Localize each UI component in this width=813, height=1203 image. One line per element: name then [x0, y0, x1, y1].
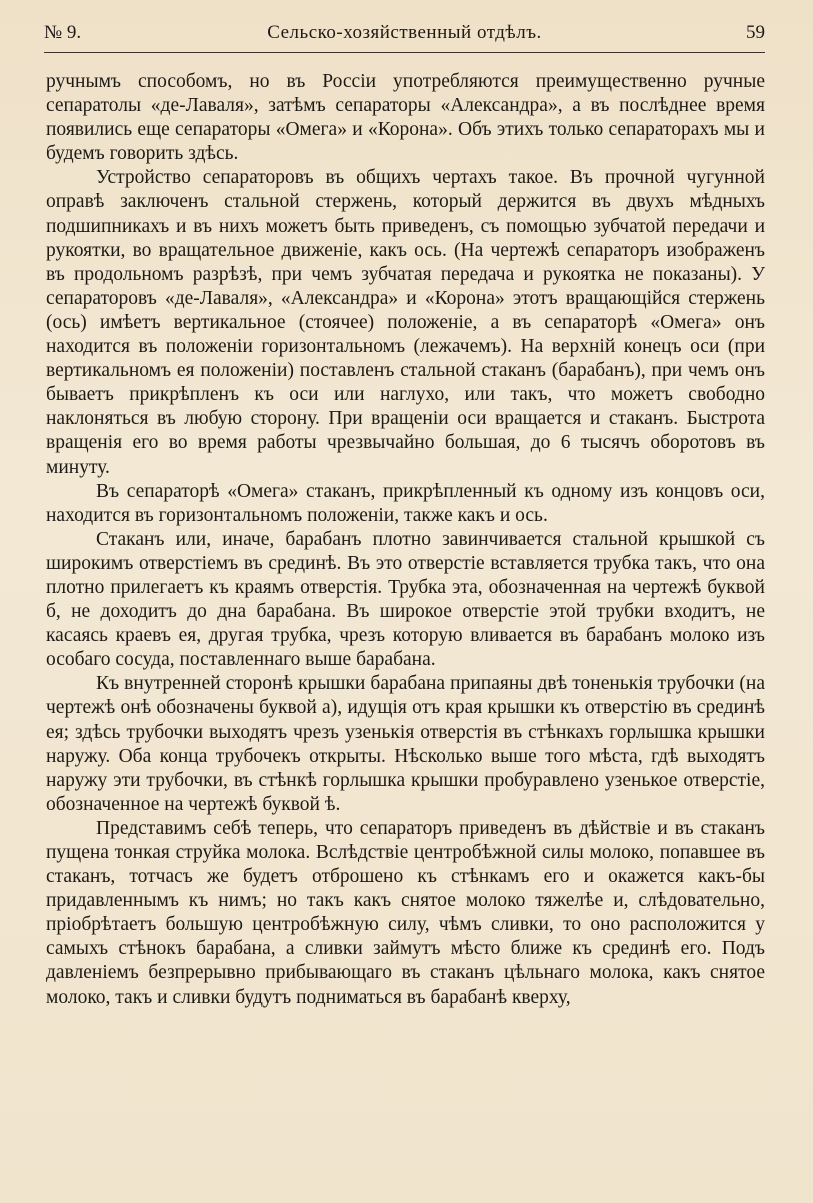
header-rule — [44, 52, 765, 53]
paragraph: Стаканъ или, иначе, барабанъ плотно завинчивается стальной крышкой съ широкимъ отверстіемъ въ срединѣ. Въ это отверстіе вставляется трубка такъ, что она плотно прилегаетъ къ краямъ отверстія. Трубка эта, обозначенная на чертежѣ буквой б, не доходитъ до дна барабана. Въ широкое отверстіе этой трубки входитъ, не касаясь краевъ ея, другая трубка, чрезъ которую вливается въ барабанъ молоко изъ особаго сосуда, поставленнаго выше барабана. — [46, 528, 765, 671]
page-number: 59 — [746, 22, 765, 43]
issue-number: № 9. — [44, 22, 82, 43]
paragraph: Въ сепараторѣ «Омега» стаканъ, прикрѣпленный къ одному изъ концовъ оси, находится въ горизонтальномъ положеніи, также какъ и ось. — [46, 480, 765, 526]
paragraph: ручнымъ способомъ, но въ Россіи употребляются преимущественно ручные сепаратолы «де-Лаваля», затѣмъ сепараторы «Александра», а въ послѣднее время появились еще сепараторы «Омега» и «Корона». Объ этихъ только сепараторахъ мы и будемъ говорить здѣсь. — [46, 71, 765, 165]
running-header — [44, 22, 765, 50]
paragraph: Устройство сепараторовъ въ общихъ чертахъ такое. Въ прочной чугунной оправѣ заключенъ стальной стержень, который держится въ двухъ мѣдныхъ подшипникахъ и въ нихъ можетъ быть приведенъ, съ помощью зубчатой передачи и рукоятки, во вращательное движеніе, какъ ось. (На чертежѣ сепараторъ изображенъ въ продольномъ разрѣзѣ, при чемъ зубчатая передача и рукоятка не показаны). У сепараторовъ «де-Лаваля», «Александра» и «Корона» этотъ вращающійся стержень (ось) имѣетъ вертикальное (стоячее) положеніе, а въ сепараторѣ «Омега» онъ находится въ положеніи горизонтальномъ (лежачемъ). На верхній конецъ оси (при вертикальномъ ея положеніи) поставленъ стальной стаканъ (барабанъ), при чемъ онъ бываетъ прикрѣпленъ къ оси или наглухо, или такъ, что можетъ свободно наклоняться въ любую сторону. При вращеніи оси вращается и стаканъ. Быстрота вращенія его во время работы чрезвычайно большая, до 6 тысячъ оборотовъ въ минуту. — [46, 167, 765, 478]
section-title: Сельско-хозяйственный отдѣлъ. — [267, 22, 542, 43]
article-body — [46, 70, 765, 1010]
paragraph: Представимъ себѣ теперь, что сепараторъ приведенъ въ дѣйствіе и въ стаканъ пущена тонкая струйка молока. Вслѣдствіе центробѣжной силы молоко, попавшее въ стаканъ, тотчасъ же будетъ отброшено къ стѣнкамъ его и окажется какъ-бы придавленнымъ къ нимъ; но такъ какъ снятое молоко тяжелѣе и, слѣдовательно, пріобрѣтаетъ большую центробѣжную силу, чѣмъ сливки, то оно расположится у самыхъ стѣнокъ барабана, а сливки займутъ мѣсто ближе къ срединѣ его. Подъ давленіемъ безпрерывно прибывающаго въ стаканъ цѣльнаго молока, какъ снятое молоко, такъ и сливки будутъ подниматься въ барабанѣ кверху, — [46, 817, 765, 1008]
paragraph: Къ внутренней сторонѣ крышки барабана припаяны двѣ тоненькія трубочки (на чертежѣ онѣ обозначены буквой а), идущія отъ края крышки къ отверстію въ срединѣ ея; здѣсь трубочки выходятъ чрезъ узенькія отверстія въ стѣнкахъ горлышка крышки наружу. Оба конца трубочекъ открыты. Нѣсколько выше того мѣста, гдѣ выходятъ наружу эти трубочки, въ стѣнкѣ горлышка крышки пробуравлено узенькое отверстіе, обозначенное на чертежѣ буквой ѣ. — [46, 673, 765, 815]
